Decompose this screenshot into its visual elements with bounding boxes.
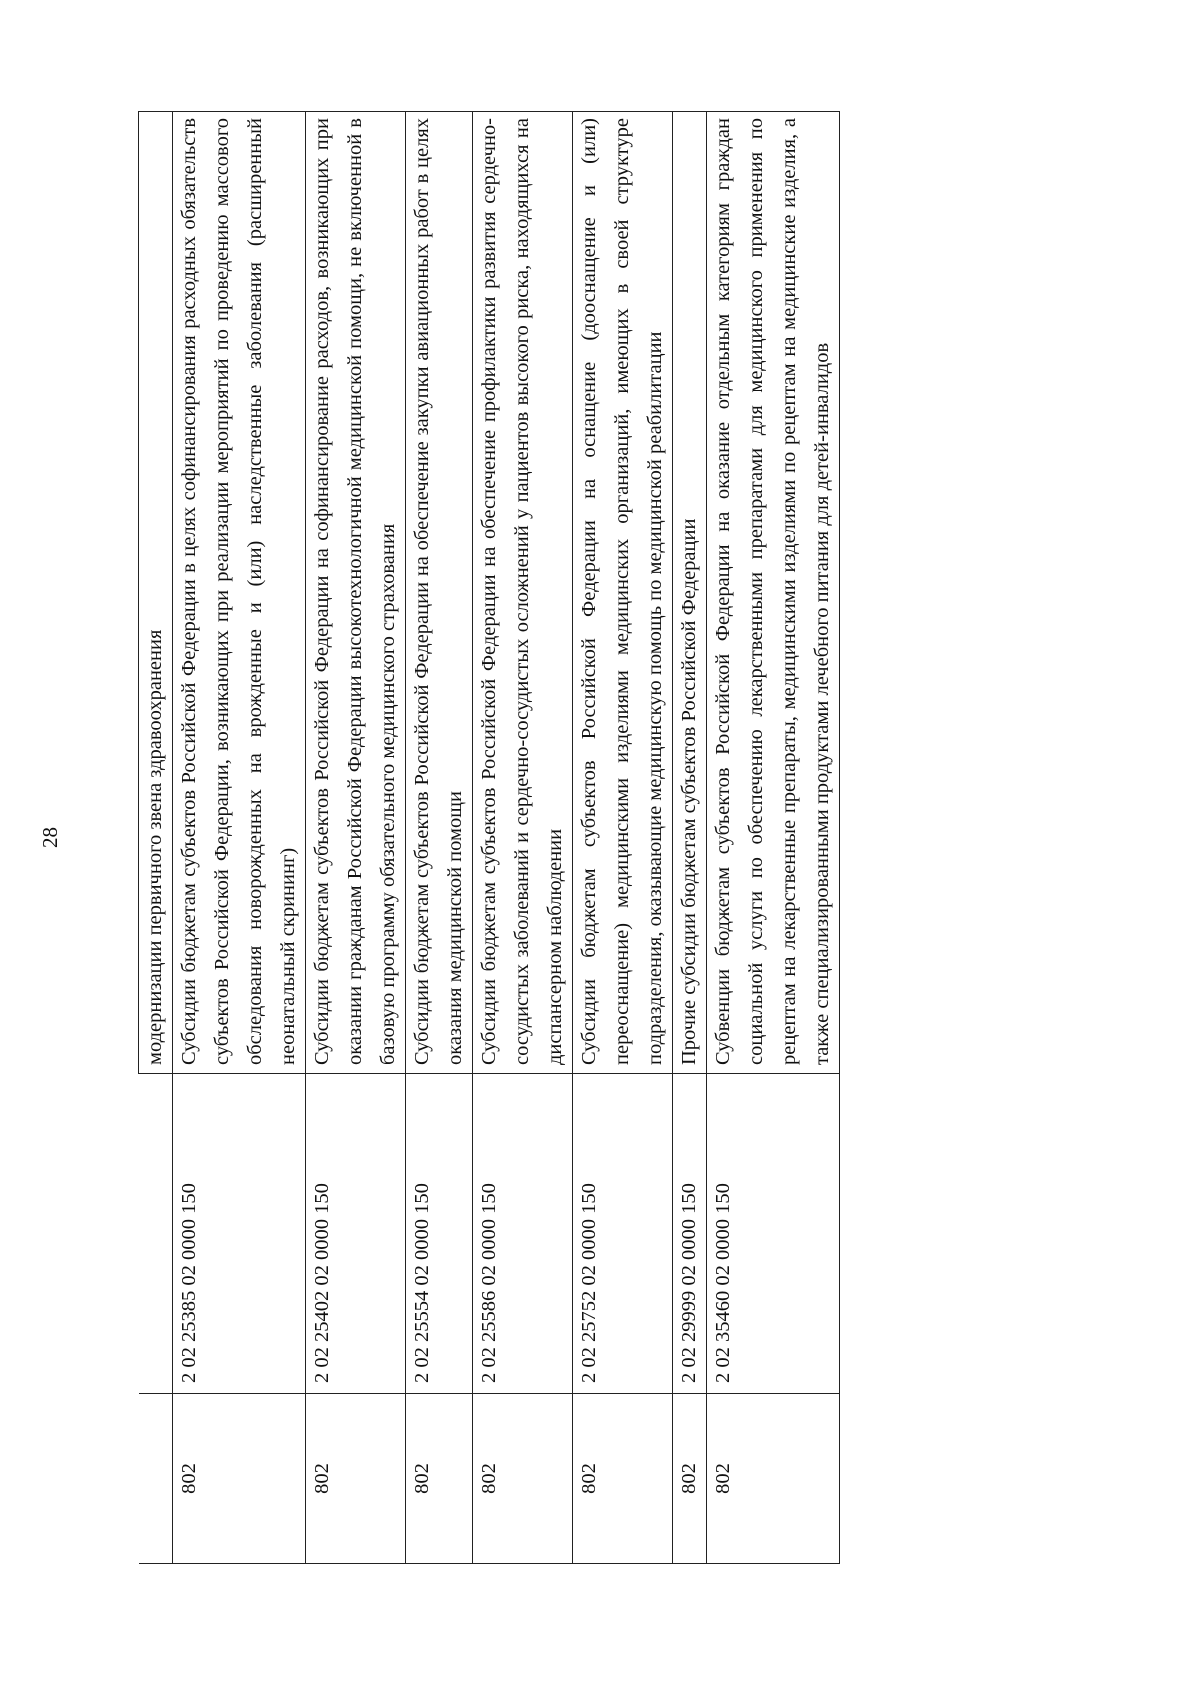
budget-code-cell: 2 02 29999 02 0000 150	[673, 1074, 707, 1394]
table-row	[573, 112, 673, 1564]
table-row	[306, 112, 406, 1564]
admin-code-cell: 802	[173, 1394, 306, 1564]
budget-code-cell: 2 02 25385 02 0000 150	[173, 1074, 306, 1394]
budget-code-cell: 2 02 25752 02 0000 150	[573, 1074, 673, 1394]
admin-code-cell	[139, 1394, 173, 1564]
page-number: 28	[38, 827, 62, 848]
description-cell: модернизации первичного звена здравоохранения	[139, 112, 173, 1074]
description-cell: Субсидии бюджетам субъектов Российской Федерации на оснащение (дооснащение и (или) переоснащение) медицинскими изделиями медицинских организаций, имеющих в своей структуре подразделения, оказывающие медицинскую помощь по медицинской реабилитации	[573, 112, 673, 1074]
budget-code-cell: 2 02 25402 02 0000 150	[306, 1074, 406, 1394]
admin-code-cell: 802	[673, 1394, 707, 1564]
admin-code-cell: 802	[473, 1394, 573, 1564]
budget-code-cell: 2 02 25554 02 0000 150	[406, 1074, 473, 1394]
budget-code-cell: 2 02 35460 02 0000 150	[707, 1074, 840, 1394]
admin-code-cell: 802	[707, 1394, 840, 1564]
description-cell: Субсидии бюджетам субъектов Российской Федерации на софинансирование расходов, возникающих при оказании гражданам Российской Федерации высокотехнологичной медицинской помощи, не включенной в базовую программу обязательного медицинского страхования	[306, 112, 406, 1074]
description-cell: Субсидии бюджетам субъектов Российской Федерации в целях софинансирования расходных обязательств субъектов Российской Федерации, возникающих при реализации мероприятий по проведению массового обследования новорожденных на врожденные и (или) наследственные заболевания (расширенный неонатальный скрининг)	[173, 112, 306, 1074]
budget-code-table-wrapper	[138, 112, 840, 1564]
description-cell: Субвенции бюджетам субъектов Российской Федерации на оказание отдельным категориям граждан социальной услуги по обеспечению лекарственными препаратами для медицинского применения по рецептам на лекарственные препараты, медицинскими изделиями по рецептам на медицинские изделия, а также специализированными продуктами лечебного питания для детей-инвалидов	[707, 112, 840, 1074]
budget-code-cell	[139, 1074, 173, 1394]
admin-code-cell: 802	[406, 1394, 473, 1564]
table-row	[173, 112, 306, 1564]
table-row	[473, 112, 573, 1564]
table-row	[406, 112, 473, 1564]
budget-code-table	[138, 111, 840, 1564]
admin-code-cell: 802	[573, 1394, 673, 1564]
description-cell: Субсидии бюджетам субъектов Российской Федерации на обеспечение закупки авиационных работ в целях оказания медицинской помощи	[406, 112, 473, 1074]
table-row	[139, 112, 173, 1564]
table-row	[673, 112, 707, 1564]
budget-code-cell: 2 02 25586 02 0000 150	[473, 1074, 573, 1394]
description-cell: Субсидии бюджетам субъектов Российской Федерации на обеспечение профилактики развития сердечно-сосудистых заболеваний и сердечно-сосудистых осложнений у пациентов высокого риска, находящихся на диспансерном наблюдении	[473, 112, 573, 1074]
description-cell: Прочие субсидии бюджетам субъектов Российской Федерации	[673, 112, 707, 1074]
admin-code-cell: 802	[306, 1394, 406, 1564]
table-row	[707, 112, 840, 1564]
